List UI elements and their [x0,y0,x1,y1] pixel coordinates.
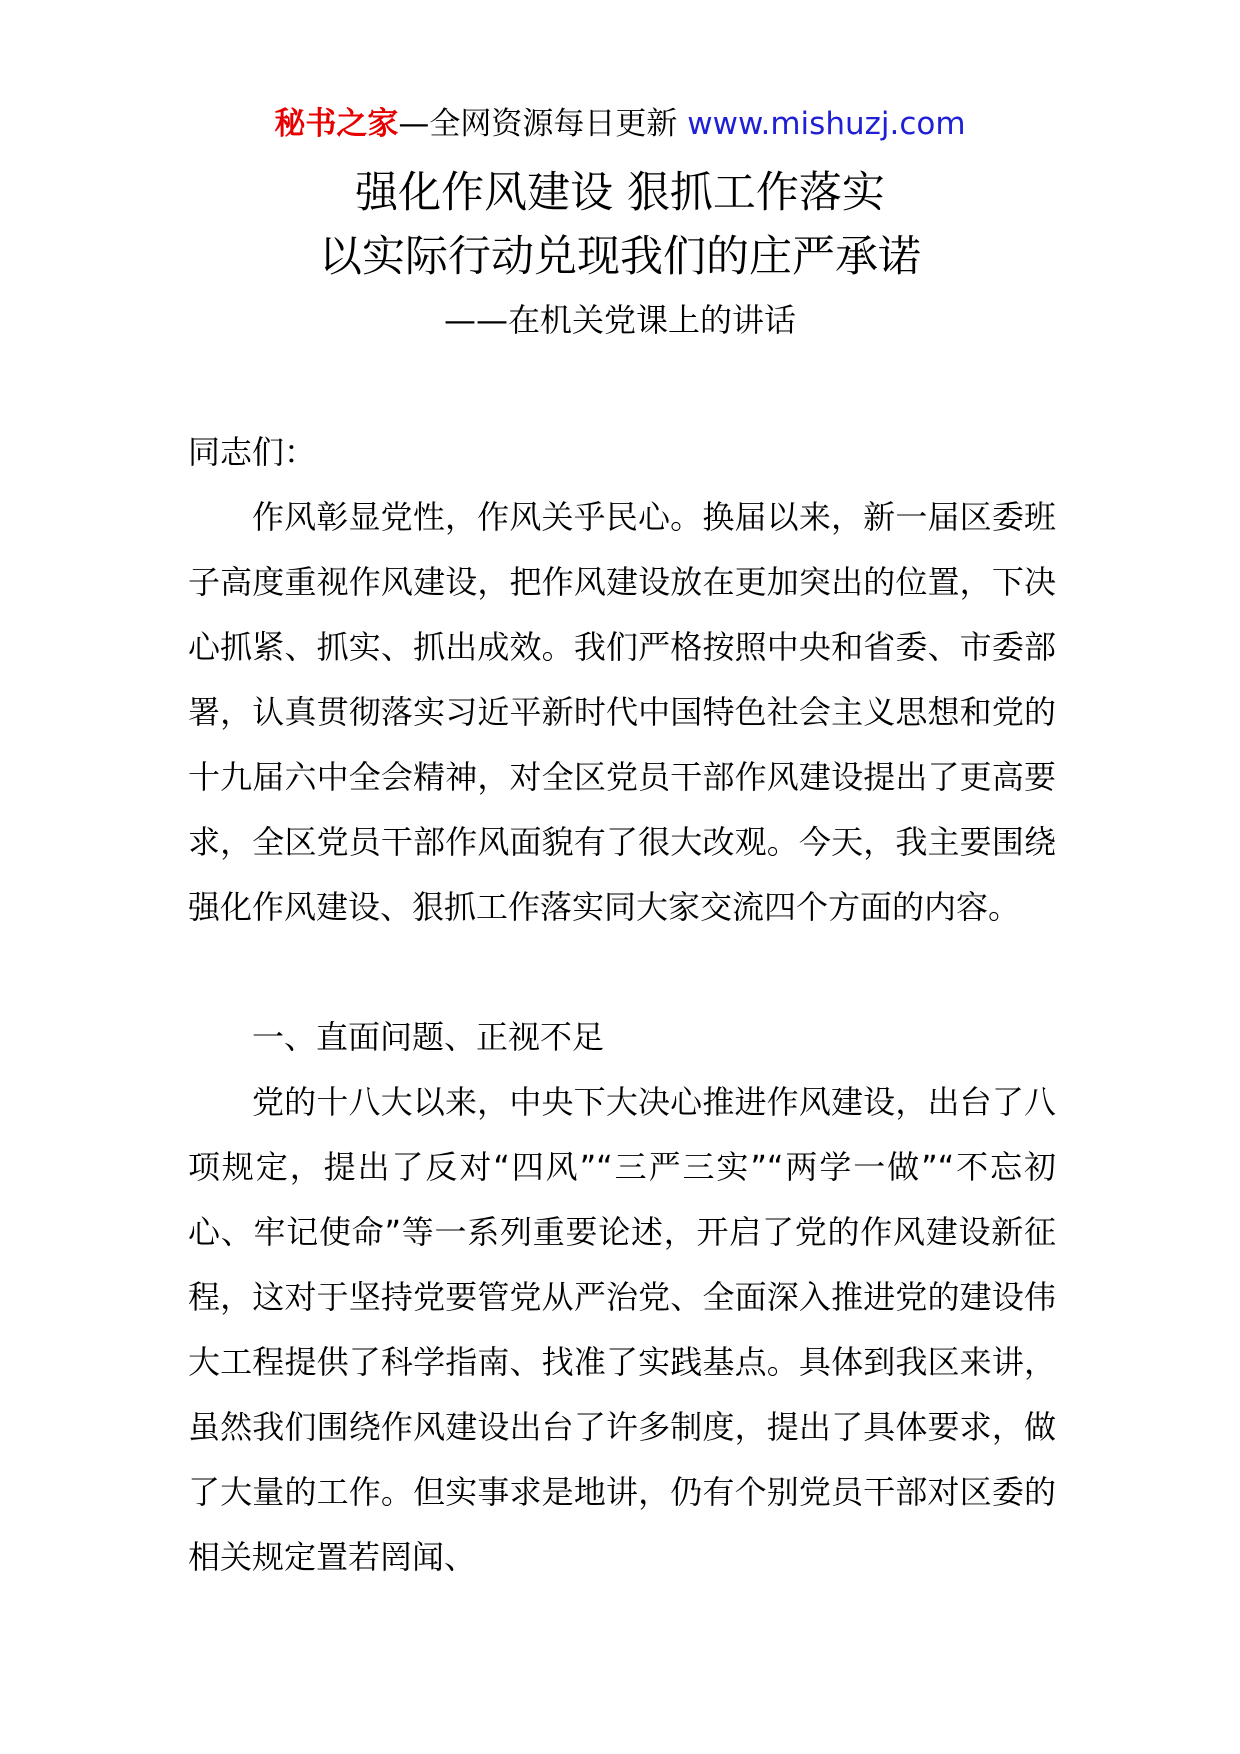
banner-tagline: —全网资源每日更新 [398,106,688,142]
document-title-line-2: 以实际行动兑现我们的庄严承诺 [319,232,921,282]
site-banner [0,102,1240,146]
brand-name: 秘书之家 [274,106,399,142]
body-paragraph-2: 党的十八大以来，中央下大决心推进作风建设，出台了八项规定，提出了反对“四风”“三严三实”“两学一做”“不忘初心、牢记使命”等一系列重要论述，开启了党的作风建设新征程，这对于坚持党要管党从严治党、全面深入推进党的建设伟大工程提供了科学指南、找准了实践基点。具体到我区来讲，虽然我们围绕作风建设出台了许多制度，提出了具体要求，做了大量的工作。但实事求是地讲，仍有个别党员干部对区委的相关规定置若罔闻、 [188,1083,1056,1576]
document-subtitle: ——在机关党课上的讲话 [443,301,796,339]
document-title-line-1: 强化作风建设 狠抓工作落实 [355,168,885,218]
body-paragraph-1: 作风彰显党性，作风关乎民心。换届以来，新一届区委班子高度重视作风建设，把作风建设放在更加突出的位置，下决心抓紧、抓实、抓出成效。我们严格按照中央和省委、市委部署，认真贯彻落实习近平新时代中国特色社会主义思想和党的十九届六中全会精神，对全区党员干部作风建设提出了更高要求，全区党员干部作风面貌有了很大改观。今天，我主要围绕强化作风建设、狠抓工作落实同大家交流四个方面的内容。 [188,498,1056,926]
website-link[interactable]: www.mishuzj.com [687,106,966,142]
section-heading-1: 一、直面问题、正视不足 [252,1018,605,1056]
salutation: 同志们： [188,433,317,471]
